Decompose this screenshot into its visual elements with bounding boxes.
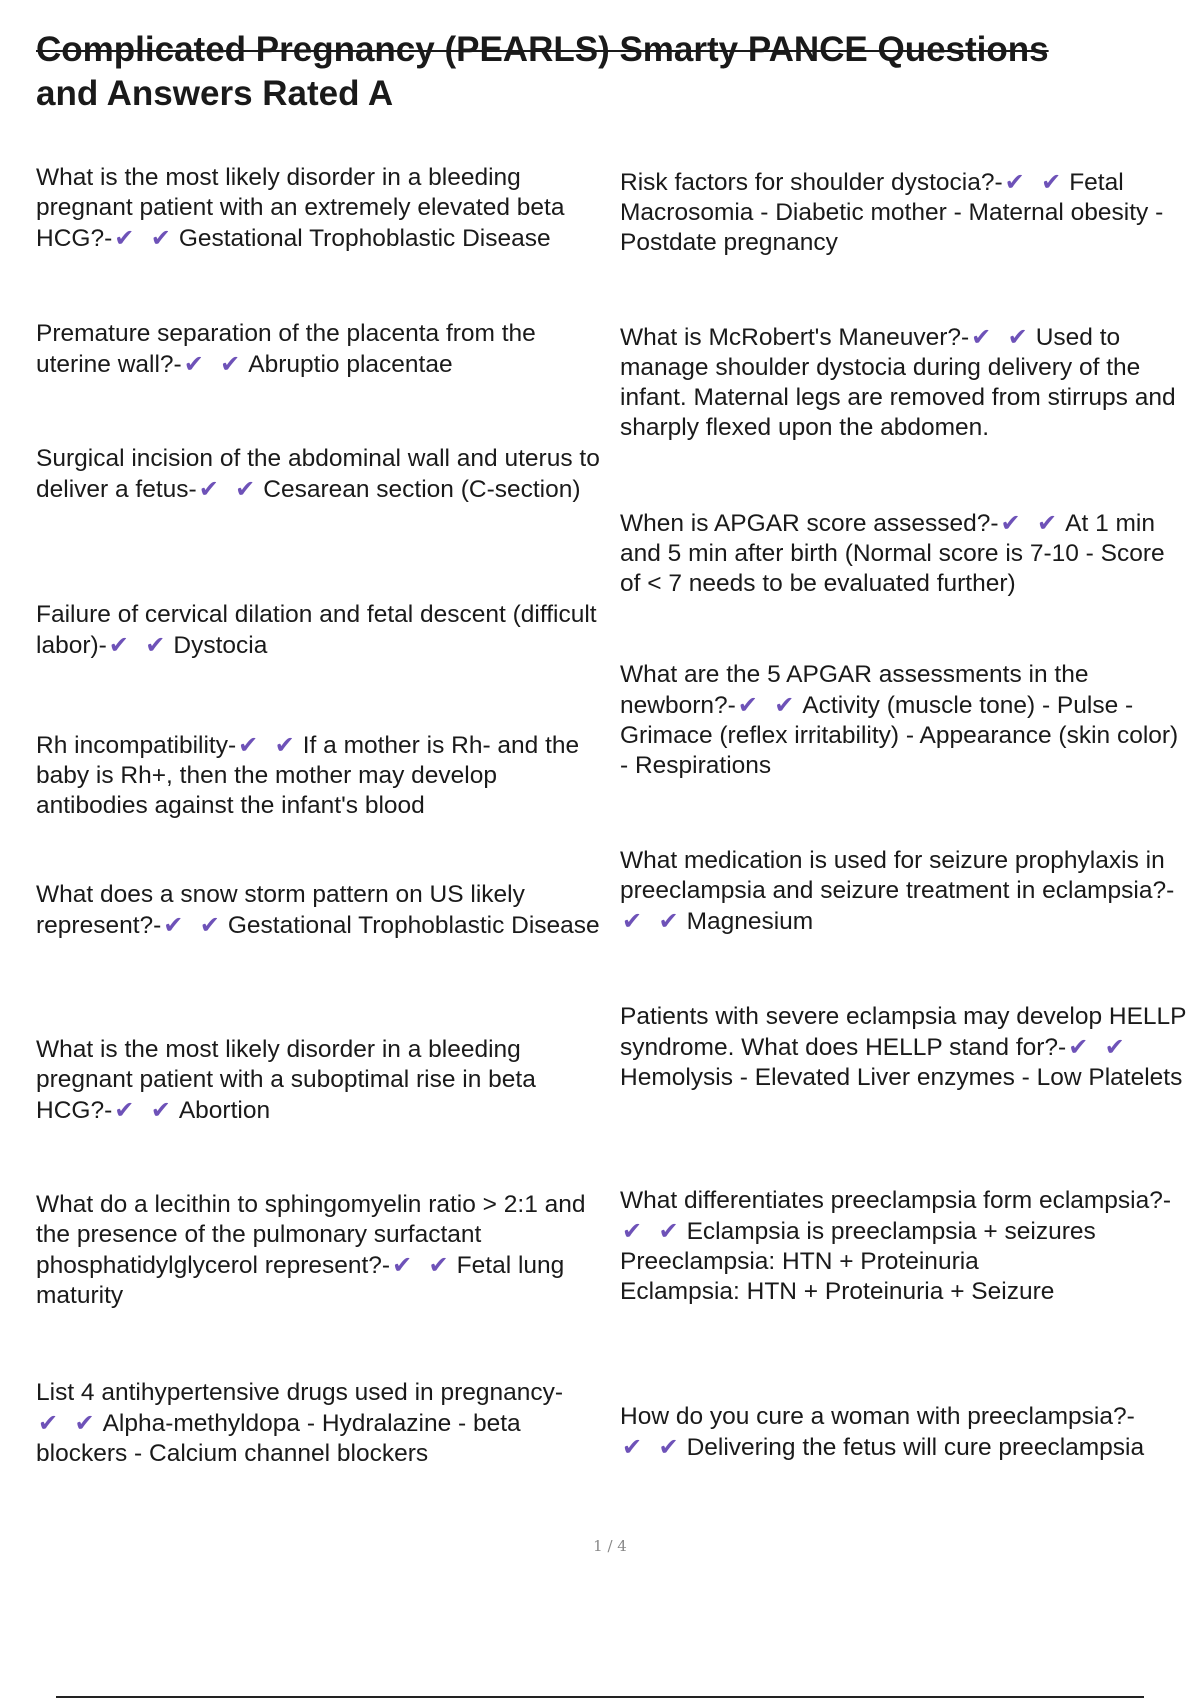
double-check-icon: ✔ ✔ [238, 731, 299, 759]
answer-text: Eclampsia is preeclampsia + seizures [686, 1218, 1096, 1245]
answer-text: If a mother is Rh- and the baby is Rh+, then the mother may develop antibodies against the infant's blood [36, 732, 580, 819]
qa-item-right-3 [620, 508, 1190, 599]
qa-item-right-5 [620, 846, 1190, 937]
double-check-icon: ✔ ✔ [622, 1433, 683, 1461]
question-text: What is McRobert's Maneuver?- [620, 324, 970, 351]
question-text: What is the most likely disorder in a bleeding pregnant patient with an extremely elevated beta HCG?- [36, 164, 565, 252]
question-text: Rh incompatibility- [36, 732, 237, 759]
question-text: What do a lecithin to sphingomyelin ratio > 2:1 and the presence of the pulmonary surfactant phosphatidylglycerol represent?- [36, 1191, 586, 1279]
question-text: Premature separation of the placenta from the uterine wall?- [36, 320, 536, 378]
answer-text: Gestational Trophoblastic Disease [227, 912, 600, 939]
page-number: 1 / 4 [593, 1537, 627, 1555]
answer-text: Activity (muscle tone) - Pulse - Grimace (reflex irritability) - Appearance (skin color) - Respirations [620, 692, 1179, 779]
question-text: What are the 5 APGAR assessments in the newborn?- [620, 661, 1089, 719]
answer-text: Magnesium [686, 908, 814, 935]
double-check-icon: ✔ ✔ [114, 1096, 175, 1124]
double-check-icon: ✔ ✔ [1004, 168, 1066, 196]
double-check-icon: ✔ ✔ [737, 691, 799, 719]
double-check-icon: ✔ ✔ [198, 475, 260, 503]
answer-text: Hemolysis - Elevated Liver enzymes - Low Platelets [620, 1064, 1183, 1091]
title-second-line: and Answers Rated A [36, 74, 394, 113]
answer-text: Gestational Trophoblastic Disease [178, 225, 551, 252]
qa-item-right-1 [620, 167, 1190, 258]
double-check-icon: ✔ ✔ [114, 224, 175, 252]
answer-text: Alpha-methyldopa - Hydralazine - beta blockers - Calcium channel blockers [36, 1410, 521, 1467]
answer-text: Cesarean section (C-section) [263, 476, 581, 503]
question-text: Failure of cervical dilation and fetal descent (difficult labor)- [36, 601, 597, 659]
question-text: What is the most likely disorder in a bleeding pregnant patient with a suboptimal rise in beta HCG?- [36, 1036, 536, 1124]
qa-item-left-1 [36, 163, 606, 254]
answer-text: Abortion [178, 1097, 271, 1124]
double-check-icon: ✔ ✔ [183, 350, 245, 378]
question-text: List 4 antihypertensive drugs used in pregnancy- [36, 1379, 564, 1406]
qa-item-right-8 [620, 1402, 1190, 1463]
question-text: Surgical incision of the abdominal wall and uterus to deliver a fetus- [36, 445, 600, 503]
question-text: What medication is used for seizure prophylaxis in preeclampsia and seizure treatment in eclampsia?- [620, 847, 1175, 904]
title-struck-line: Complicated Pregnancy (PEARLS) Smarty PANCE Questions [36, 30, 1049, 69]
double-check-icon: ✔ ✔ [1000, 509, 1062, 537]
qa-item-left-7 [36, 1035, 606, 1126]
qa-item-left-5 [36, 730, 606, 821]
answer-text: Abruptio placentae [248, 351, 453, 378]
question-text: Patients with severe eclampsia may develop HELLP syndrome. What does HELLP stand for?- [620, 1003, 1187, 1061]
answer-text: Fetal Macrosomia - Diabetic mother - Maternal obesity - Postdate pregnancy [620, 169, 1164, 256]
question-text: When is APGAR score assessed?- [620, 510, 999, 537]
double-check-icon: ✔ ✔ [38, 1409, 99, 1437]
double-check-icon: ✔ ✔ [108, 631, 170, 659]
double-check-icon: ✔ ✔ [1068, 1033, 1129, 1061]
answer-text: Used to manage shoulder dystocia during delivery of the infant. Maternal legs are removed from stirrups and sharply flexed upon the abdomen. [620, 324, 1176, 441]
qa-item-right-4 [620, 660, 1190, 781]
answer-text: At 1 min and 5 min after birth (Normal score is 7-10 - Score of < 7 needs to be evaluated further) [620, 510, 1165, 597]
footer-divider [56, 1696, 1144, 1698]
page-title [36, 28, 1156, 116]
qa-item-left-4 [36, 600, 606, 661]
double-check-icon: ✔ ✔ [622, 1217, 683, 1245]
qa-item-right-6 [620, 1002, 1190, 1093]
answer-extra-line: Preeclampsia: HTN + Proteinuria [620, 1248, 979, 1275]
double-check-icon: ✔ ✔ [622, 907, 683, 935]
double-check-icon: ✔ ✔ [971, 323, 1032, 351]
qa-item-left-2 [36, 319, 606, 380]
question-text: What differentiates preeclampsia form eclampsia?- [620, 1187, 1172, 1214]
qa-item-right-2 [620, 322, 1190, 443]
double-check-icon: ✔ ✔ [163, 911, 224, 939]
qa-item-left-9 [36, 1378, 606, 1469]
question-text: How do you cure a woman with preeclampsia?- [620, 1403, 1135, 1430]
qa-item-left-6 [36, 880, 606, 941]
qa-item-right-7 [620, 1186, 1190, 1307]
answer-text: Fetal lung maturity [36, 1252, 565, 1309]
answer-text: Delivering the fetus will cure preeclampsia [686, 1434, 1145, 1461]
double-check-icon: ✔ ✔ [392, 1251, 453, 1279]
question-text: What does a snow storm pattern on US likely represent?- [36, 881, 525, 939]
qa-item-left-8 [36, 1190, 606, 1311]
answer-text: Dystocia [173, 632, 268, 659]
question-text: Risk factors for shoulder dystocia?- [620, 169, 1003, 196]
answer-extra-line: Eclampsia: HTN + Proteinuria + Seizure [620, 1278, 1055, 1305]
qa-item-left-3 [36, 444, 606, 505]
